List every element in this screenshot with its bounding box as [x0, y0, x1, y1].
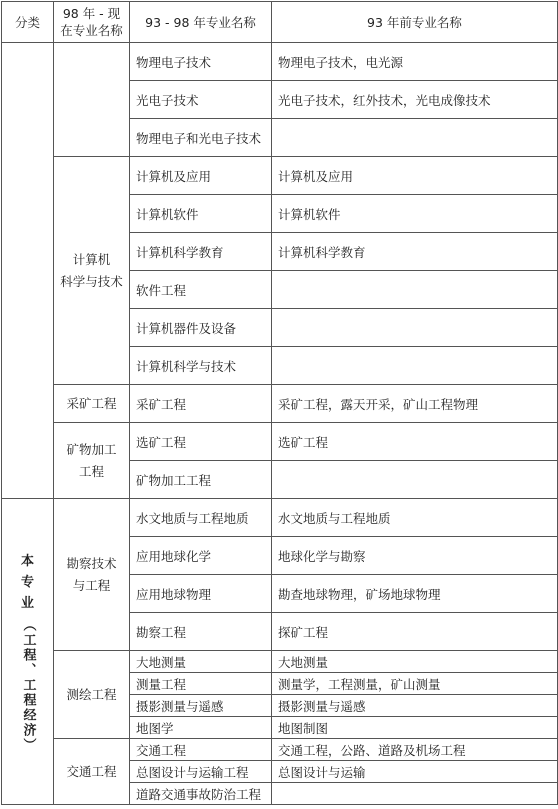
major-93-98: 大地测量	[130, 651, 272, 673]
major-pre-93: 地图制图	[272, 717, 558, 739]
major-93-98: 勘察工程	[130, 613, 272, 651]
major-93-98: 计算机科学教育	[130, 233, 272, 271]
major-93-98: 摄影测量与遥感	[130, 695, 272, 717]
major-93-98: 地图学	[130, 717, 272, 739]
major-93-98: 应用地球化学	[130, 537, 272, 575]
group-cell: 勘察技术 与工程	[54, 499, 130, 651]
major-pre-93	[272, 119, 558, 157]
major-pre-93: 摄影测量与遥感	[272, 695, 558, 717]
major-pre-93: 交通工程，公路、道路及机场工程	[272, 739, 558, 761]
table-row	[2, 651, 558, 673]
major-pre-93	[272, 309, 558, 347]
major-table	[1, 1, 558, 805]
category-cell-2: 本 专 业 （工程、工程经济）	[2, 499, 54, 805]
group-cell	[54, 43, 130, 157]
major-pre-93: 选矿工程	[272, 423, 558, 461]
major-93-98: 矿物加工工程	[130, 461, 272, 499]
major-93-98: 计算机科学与技术	[130, 347, 272, 385]
group-cell: 计算机 科学与技术	[54, 157, 130, 385]
table-row	[2, 499, 558, 537]
major-pre-93: 计算机及应用	[272, 157, 558, 195]
group-cell: 交通工程	[54, 739, 130, 805]
major-93-98: 物理电子和光电子技术	[130, 119, 272, 157]
major-pre-93	[272, 461, 558, 499]
header-current-line2: 在专业名称	[60, 23, 123, 38]
major-93-98: 测量工程	[130, 673, 272, 695]
major-93-98: 物理电子技术	[130, 43, 272, 81]
major-93-98: 光电子技术	[130, 81, 272, 119]
major-pre-93: 大地测量	[272, 651, 558, 673]
header-93-98-name: 93 - 98 年专业名称	[130, 2, 272, 43]
header-pre-93-name: 93 年前专业名称	[272, 2, 558, 43]
major-pre-93: 物理电子技术，电光源	[272, 43, 558, 81]
major-93-98: 选矿工程	[130, 423, 272, 461]
header-row	[2, 2, 558, 43]
major-93-98: 采矿工程	[130, 385, 272, 423]
major-93-98: 总图设计与运输工程	[130, 761, 272, 783]
table-row	[2, 43, 558, 81]
header-current-line1: 98 年 - 现	[62, 6, 121, 21]
table-row	[2, 157, 558, 195]
major-93-98: 应用地球物理	[130, 575, 272, 613]
group-cell: 采矿工程	[54, 385, 130, 423]
table-row	[2, 739, 558, 761]
major-pre-93	[272, 271, 558, 309]
table-row	[2, 423, 558, 461]
category-vertical-text: （工程、工程经济）	[20, 617, 36, 753]
major-pre-93: 勘查地球物理，矿场地球物理	[272, 575, 558, 613]
major-pre-93: 计算机软件	[272, 195, 558, 233]
table-row	[2, 385, 558, 423]
major-93-98: 计算机软件	[130, 195, 272, 233]
major-pre-93: 光电子技术，红外技术，光电成像技术	[272, 81, 558, 119]
major-pre-93: 采矿工程，露天开采，矿山工程物理	[272, 385, 558, 423]
major-pre-93: 探矿工程	[272, 613, 558, 651]
major-pre-93: 计算机科学教育	[272, 233, 558, 271]
major-pre-93	[272, 347, 558, 385]
major-pre-93	[272, 783, 558, 805]
major-93-98: 交通工程	[130, 739, 272, 761]
major-93-98: 计算机及应用	[130, 157, 272, 195]
major-93-98: 软件工程	[130, 271, 272, 309]
group-cell: 测绘工程	[54, 651, 130, 739]
major-pre-93: 测量学，工程测量，矿山测量	[272, 673, 558, 695]
major-pre-93: 水文地质与工程地质	[272, 499, 558, 537]
major-93-98: 计算机器件及设备	[130, 309, 272, 347]
group-cell: 矿物加工 工程	[54, 423, 130, 499]
major-pre-93: 地球化学与勘察	[272, 537, 558, 575]
category-cell-1	[2, 43, 54, 499]
header-current-name	[54, 2, 130, 43]
major-93-98: 水文地质与工程地质	[130, 499, 272, 537]
header-category: 分类	[2, 2, 54, 43]
major-pre-93: 总图设计与运输	[272, 761, 558, 783]
major-93-98: 道路交通事故防治工程	[130, 783, 272, 805]
